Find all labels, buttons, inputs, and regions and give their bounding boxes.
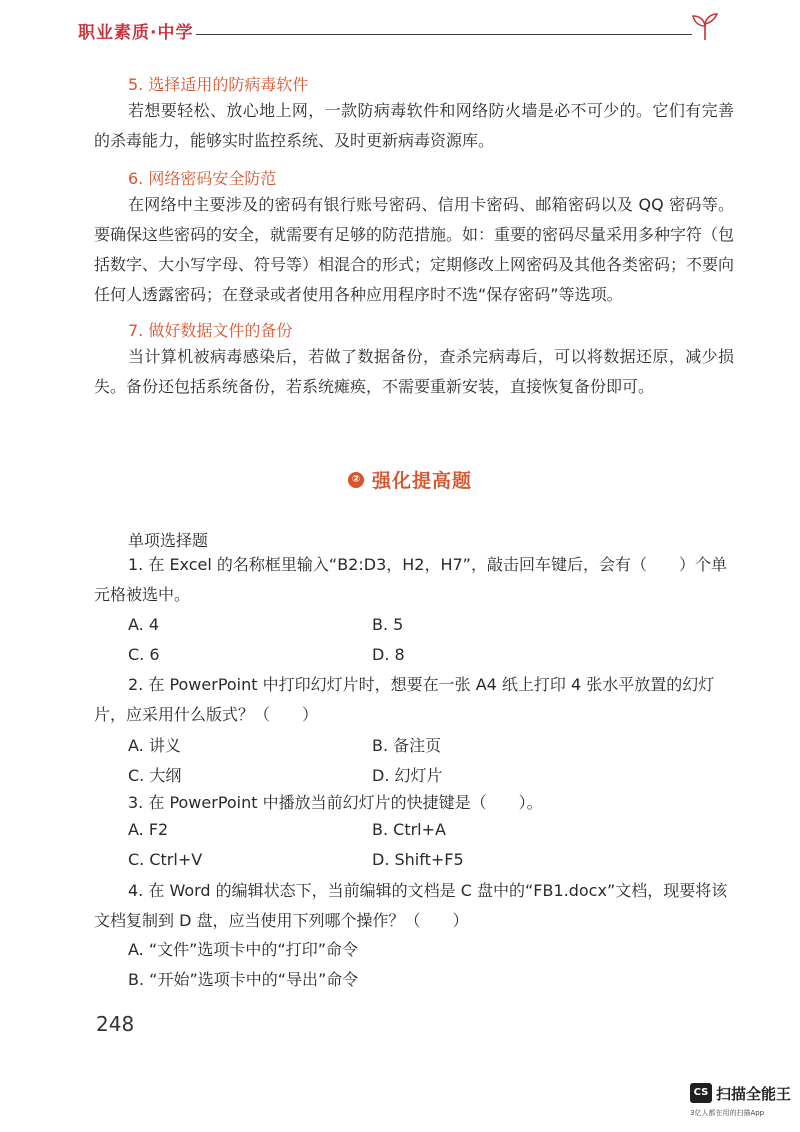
q3-option-a: A. F2 xyxy=(128,820,169,839)
q1-option-d: D. 8 xyxy=(372,645,405,664)
q3-option-b: B. Ctrl+A xyxy=(372,820,446,839)
q1-option-a: A. 4 xyxy=(128,615,160,634)
section-6-body: 在网络中主要涉及的密码有银行账号密码、信用卡密码、邮箱密码以及 QQ 密码等。要确保这些密码的安全，就需要有足够的防范措施。如：重要的密码尽量采用多种字符（包括数字、大小写字母、符号等）相混合的形式；定期修改上网密码及其他各类密码；不要向任何人透露密码；在登录或者使用各种应用程序时不选“保存密码”等选项。 xyxy=(94,195,735,304)
exercise-title-text: 强化提高题 xyxy=(372,470,473,492)
q1-option-b: B. 5 xyxy=(372,615,404,634)
q2-option-d: D. 幻灯片 xyxy=(372,766,443,785)
q3-option-d: D. Shift+F5 xyxy=(372,850,464,869)
section-5-body: 若想要轻松、放心地上网，一款防病毒软件和网络防火墙是必不可少的。它们有完善的杀毒能力，能够实时监控系统、及时更新病毒资源库。 xyxy=(94,101,734,150)
camscanner-logo: CS xyxy=(690,1083,712,1103)
exercise-title xyxy=(348,466,472,493)
exercise-subtitle: 单项选择题 xyxy=(128,531,209,550)
q2-option-c: C. 大纲 xyxy=(128,766,182,785)
watermark-name: 扫描全能王 xyxy=(716,1085,792,1103)
q4-option-a: A. “文件”选项卡中的“打印”命令 xyxy=(128,940,358,959)
q2-option-a: A. 讲义 xyxy=(128,736,181,755)
q1-option-c: C. 6 xyxy=(128,645,160,664)
q2-option-b: B. 备注页 xyxy=(372,736,442,755)
section-6-heading: 6. 网络密码安全防范 xyxy=(128,169,277,188)
header-title: 职业素质·中学 xyxy=(78,23,194,43)
section-7-heading: 7. 做好数据文件的备份 xyxy=(128,321,293,340)
watermark-tagline: 3亿人都在用的扫描App xyxy=(690,1109,765,1117)
page-number: 248 xyxy=(96,1012,135,1036)
section-5-heading: 5. 选择适用的防病毒软件 xyxy=(128,75,309,94)
section-7-body: 当计算机被病毒感染后，若做了数据备份，查杀完病毒后，可以将数据还原，减少损失。备份还包括系统备份，若系统瘫痪，不需要重新安装，直接恢复备份即可。 xyxy=(94,347,734,396)
q4-option-b: B. “开始”选项卡中的“导出”命令 xyxy=(128,970,359,989)
question-1: 1. 在 Excel 的名称框里输入“B2:D3，H2，H7”，敲击回车键后，会有（ ）个单元格被选中。 xyxy=(94,555,727,604)
number-badge: ② xyxy=(348,472,364,488)
question-2: 2. 在 PowerPoint 中打印幻灯片时，想要在一张 A4 纸上打印 4 张水平放置的幻灯片，应采用什么版式？（ ） xyxy=(94,675,715,724)
sprout-icon xyxy=(688,10,722,44)
question-3: 3. 在 PowerPoint 中播放当前幻灯片的快捷键是（ ）。 xyxy=(128,793,543,812)
header-rule xyxy=(196,34,692,35)
q3-option-c: C. Ctrl+V xyxy=(128,850,203,869)
question-4: 4. 在 Word 的编辑状态下，当前编辑的文档是 C 盘中的“FB1.docx”文档，现要将该文档复制到 D 盘，应当使用下列哪个操作？（ ） xyxy=(94,881,728,930)
